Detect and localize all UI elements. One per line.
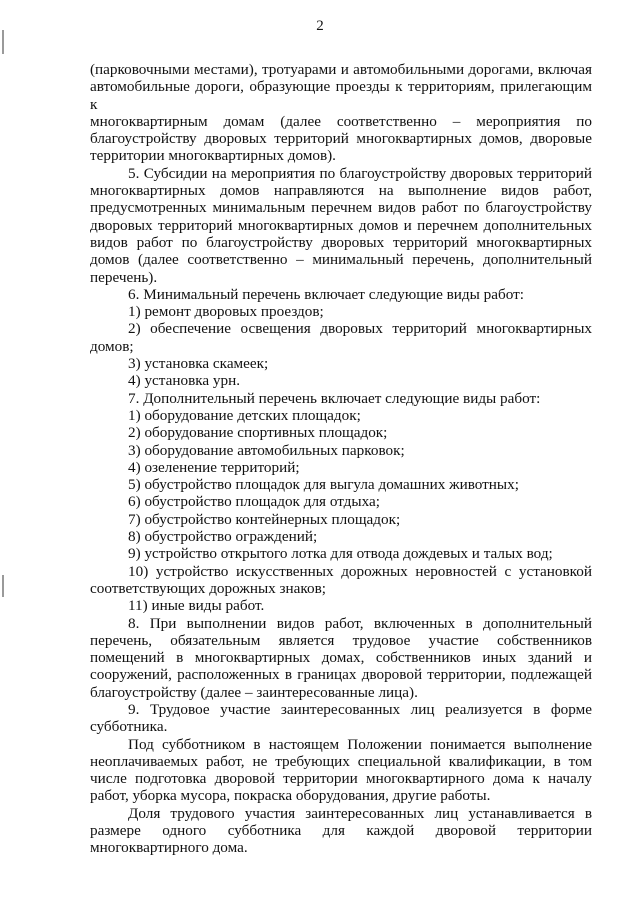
- text-line: благоустройству дворовых территорий многоквартирных домов, дворовые: [90, 130, 592, 148]
- text-line: сооружений, расположенных в границах дворовой территории, подлежащей: [90, 666, 592, 684]
- text-line: 3) оборудование автомобильных парковок;: [128, 441, 405, 459]
- text-line: работ, уборка мусора, покраска оборудования, другие работы.: [90, 787, 491, 805]
- text-line: 6. Минимальный перечень включает следующие виды работ:: [128, 285, 524, 303]
- text-line: предусмотренных минимальным перечнем видов работ по благоустройству: [90, 199, 592, 217]
- page-number: 2: [316, 18, 324, 34]
- text-line: многоквартирных домов направляются на выполнение видов работ,: [90, 182, 592, 200]
- text-line: 10) устройство искусственных дорожных неровностей с установкой: [128, 562, 592, 580]
- text-line: благоустройству (далее – заинтересованные лица).: [90, 683, 418, 701]
- text-line: 5. Субсидии на мероприятия по благоустройству дворовых территорий: [128, 164, 592, 182]
- text-line: 5) обустройство площадок для выгула домашних животных;: [128, 476, 519, 494]
- text-line: 9. Трудовое участие заинтересованных лиц реализуется в форме: [128, 700, 592, 718]
- text-line: 4) озеленение территорий;: [128, 458, 300, 476]
- text-line: неоплачиваемых работ, не требующих специальной квалификации, в том: [90, 752, 592, 770]
- text-line: перечень, обязательным является трудовое участие собственников: [90, 631, 592, 649]
- text-line: помещений в многоквартирных домах, собственников иных зданий и: [90, 649, 592, 667]
- text-line: 8. При выполнении видов работ, включенных в дополнительный: [128, 614, 592, 632]
- text-line: домов;: [90, 337, 134, 355]
- text-line: 6) обустройство площадок для отдыха;: [128, 493, 380, 511]
- text-line: 1) ремонт дворовых проездов;: [128, 303, 324, 321]
- text-line: территории многоквартирных домов).: [90, 147, 336, 165]
- text-line: многоквартирного дома.: [90, 839, 248, 857]
- text-line: 8) обустройство ограждений;: [128, 528, 318, 546]
- text-line: Доля трудового участия заинтересованных лиц устанавливается в: [128, 804, 592, 822]
- text-line: 11) иные виды работ.: [128, 597, 265, 615]
- text-line: 7. Дополнительный перечень включает следующие виды работ:: [128, 389, 541, 407]
- text-line: 7) обустройство контейнерных площадок;: [128, 510, 401, 528]
- text-line: 2) оборудование спортивных площадок;: [128, 424, 388, 442]
- text-line: домов (далее соответственно – минимальный перечень, дополнительный: [90, 251, 592, 269]
- text-line: размере одного субботника для каждой дворовой территории: [90, 822, 592, 840]
- document-body: [90, 61, 592, 857]
- text-line: 1) оборудование детских площадок;: [128, 406, 361, 424]
- text-line: перечень).: [90, 268, 158, 286]
- text-line: автомобильные дороги, образующие проезды к территориям, прилегающим к: [90, 78, 592, 113]
- text-line: многоквартирным домам (далее соответственно – мероприятия по: [90, 112, 592, 130]
- text-line: 3) установка скамеек;: [128, 355, 269, 373]
- text-line: дворовых территорий многоквартирных домов и перечнем дополнительных: [90, 216, 592, 234]
- text-line: 4) установка урн.: [128, 372, 241, 390]
- text-line: 2) обеспечение освещения дворовых территорий многоквартирных: [128, 320, 592, 338]
- text-line: (парковочными местами), тротуарами и автомобильными дорогами, включая: [90, 61, 592, 78]
- text-line: числе подготовка дворовой территории многоквартирного дома к началу: [90, 770, 592, 788]
- text-line: субботника.: [90, 718, 168, 736]
- text-line: 9) устройство открытого лотка для отвода дождевых и талых вод;: [128, 545, 553, 563]
- text-line: соответствующих дорожных знаков;: [90, 579, 326, 597]
- text-line: видов работ по благоустройству дворовых территорий многоквартирных: [90, 233, 592, 251]
- text-line: Под субботником в настоящем Положении понимается выполнение: [128, 735, 592, 753]
- scan-margin-mark: [2, 575, 4, 597]
